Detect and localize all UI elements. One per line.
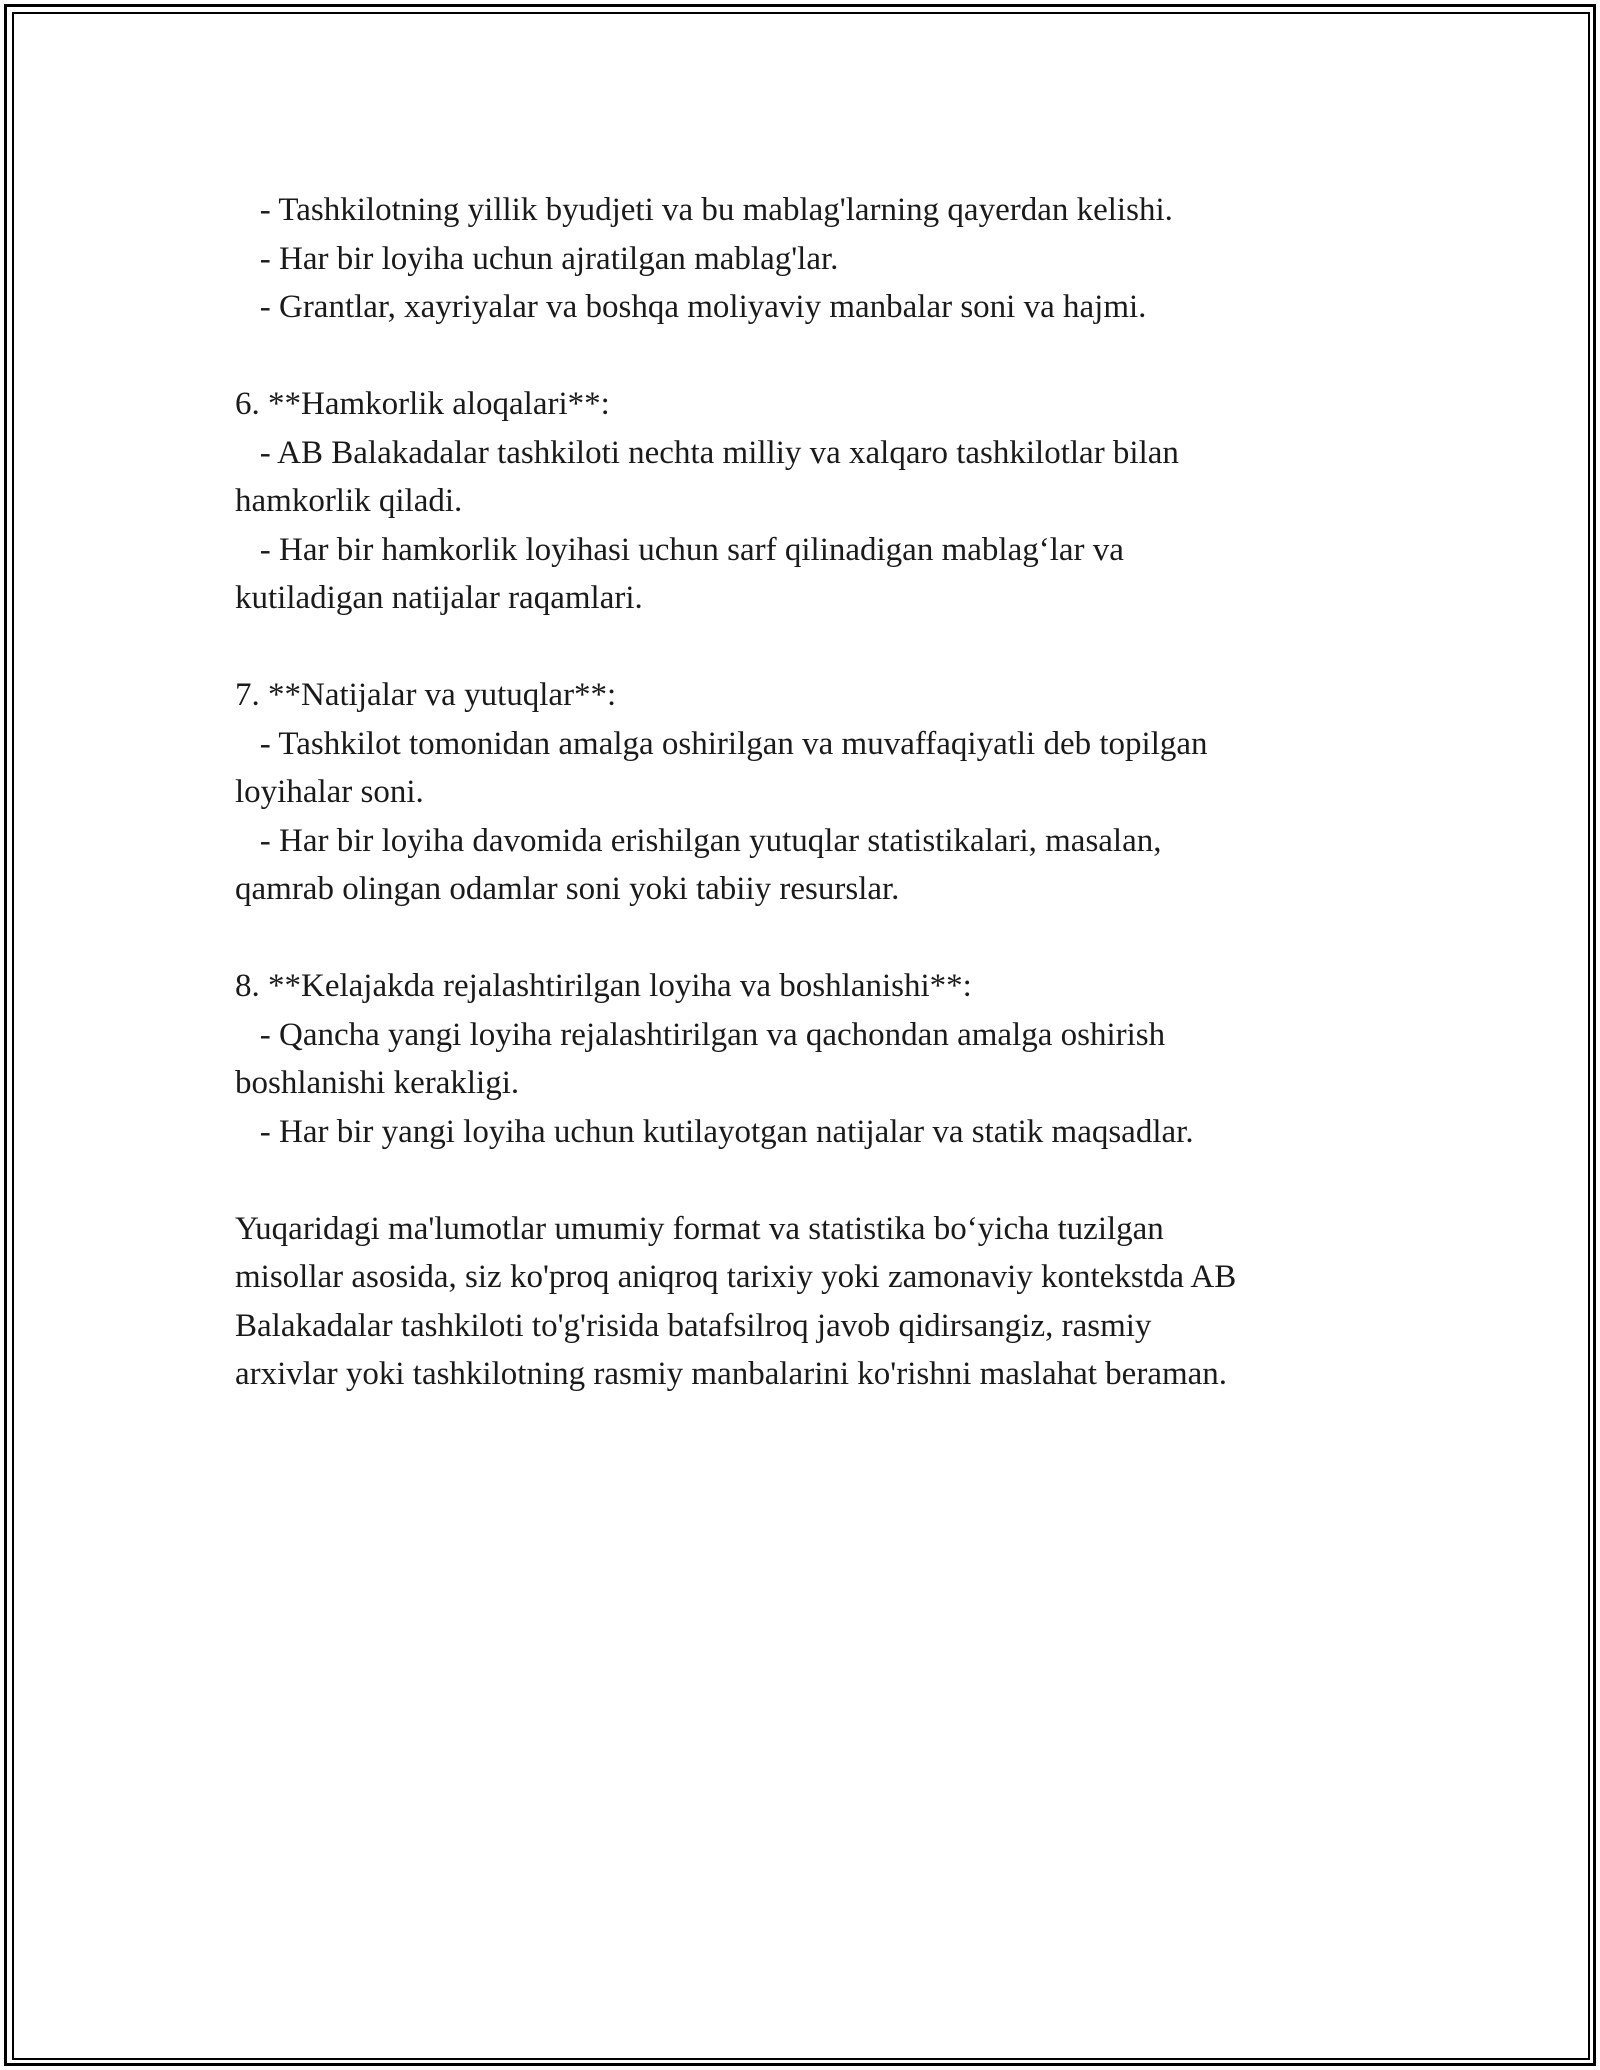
section-heading-6: 6. **Hamkorlik aloqalari**:: [235, 386, 610, 422]
blank-line: [235, 623, 1375, 672]
text-line: loyihalar soni.: [235, 774, 424, 810]
text-line: kutiladigan natijalar raqamlari.: [235, 580, 643, 616]
blank-line: [235, 1156, 1375, 1205]
closing-paragraph-line: arxivlar yoki tashkilotning rasmiy manbalarini ko'rishni maslahat beraman.: [235, 1356, 1228, 1392]
text-line: - Har bir yangi loyiha uchun kutilayotgan natijalar va statik maqsadlar.: [235, 1113, 1194, 1150]
section-heading-7: 7. **Natijalar va yutuqlar**:: [235, 677, 617, 713]
blank-line: [235, 332, 1375, 381]
text-line: - AB Balakadalar tashkiloti nechta milliy va xalqaro tashkilotlar bilan: [235, 434, 1179, 471]
text-line: - Grantlar, xayriyalar va boshqa moliyaviy manbalar soni va hajmi.: [235, 289, 1147, 325]
text-line: boshlanishi kerakligi.: [235, 1065, 520, 1101]
text-line: - Har bir hamkorlik loyihasi uchun sarf qilinadigan mablag‘lar va: [235, 531, 1124, 568]
text-line: qamrab olingan odamlar soni yoki tabiiy resurslar.: [235, 871, 900, 907]
text-line: - Har bir loyiha uchun ajratilgan mablag'lar.: [235, 240, 839, 277]
closing-paragraph-line: Balakadalar tashkiloti to'g'risida batafsilroq javob qidirsangiz, rasmiy: [235, 1307, 1152, 1344]
closing-paragraph-line: misollar asosida, siz ko'proq aniqroq tarixiy yoki zamonaviy kontekstda AB: [235, 1259, 1237, 1295]
text-line: - Har bir loyiha davomida erishilgan yutuqlar statistikalari, masalan,: [235, 822, 1162, 859]
document-body: [235, 186, 1375, 1399]
text-line: hamkorlik qiladi.: [235, 483, 463, 519]
section-heading-8: 8. **Kelajakda rejalashtirilgan loyiha va boshlanishi**:: [235, 968, 972, 1004]
closing-paragraph-line: Yuqaridagi ma'lumotlar umumiy format va statistika bo‘yicha tuzilgan: [235, 1210, 1164, 1247]
blank-line: [235, 914, 1375, 963]
text-line: - Tashkilotning yillik byudjeti va bu mablag'larning qayerdan kelishi.: [235, 192, 1173, 228]
text-line: - Tashkilot tomonidan amalga oshirilgan va muvaffaqiyatli deb topilgan: [235, 725, 1208, 762]
text-line: - Qancha yangi loyiha rejalashtirilgan va qachondan amalga oshirish: [235, 1016, 1166, 1053]
